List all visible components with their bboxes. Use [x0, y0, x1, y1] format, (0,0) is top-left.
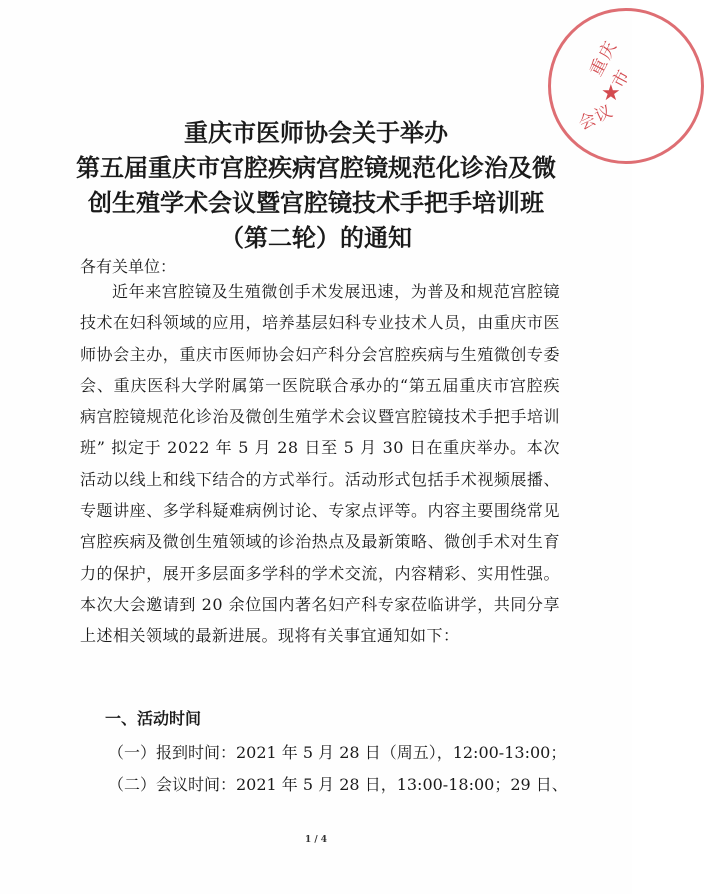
- section-heading-activity-time: 一、活动时间: [105, 709, 202, 728]
- title-line-3: 创生殖学术会议暨宫腔镜技术手把手培训班: [88, 188, 544, 217]
- title-line-1: 重庆市医师协会关于举办: [184, 118, 448, 147]
- title-line-2: 第五届重庆市宫腔疾病宫腔镜规范化诊治及微: [76, 153, 556, 182]
- seal-text-top: 重庆市: [586, 36, 636, 92]
- title-line-4: （第二轮）的通知: [220, 223, 412, 252]
- meeting-time-item: （二）会议时间：2021 年 5 月 28 日，13:00-18:00；29 日、: [108, 775, 568, 794]
- body-paragraph: 近年来宫腔镜及生殖微创手术发展迅速，为普及和规范宫腔镜技术在妇科领域的应用，培养基层妇科专业技术人员，由重庆市医师协会主办，重庆市医师协会妇产科分会宫腔疾病与生殖微创专委会、重庆医科大学附属第一医院联合承办的“第五届重庆市宫腔疾病宫腔镜规范化诊治及微创生殖学术会议暨宫腔镜技术手把手培训班” 拟定于 2022 年 5 月 28 日至 5 月 30 日在重庆举办。本次活动以线上和线下结合的方式举行。活动形式包括手术视频展播、专题讲座、多学科疑难病例讨论、专家点评等。内容主要围绕常见宫腔疾病及微创生殖领域的诊治热点及最新策略、微创手术对生育力的保护，展开多层面多学科的学术交流，内容精彩、实用性强。本次大会邀请到 20 余位国内著名妇产科专家莅临讲学，共同分享上述相关领域的最新进展。现将有关事宜通知如下：: [80, 282, 560, 646]
- salutation: 各有关单位：: [80, 257, 177, 276]
- seal-text-side: 会议: [575, 101, 617, 135]
- page-number: 1 / 4: [304, 835, 328, 845]
- registration-time-item: （一）报到时间：2021 年 5 月 28 日（周五），12:00-13:00；: [108, 743, 567, 762]
- seal-star-icon: ★: [601, 81, 621, 106]
